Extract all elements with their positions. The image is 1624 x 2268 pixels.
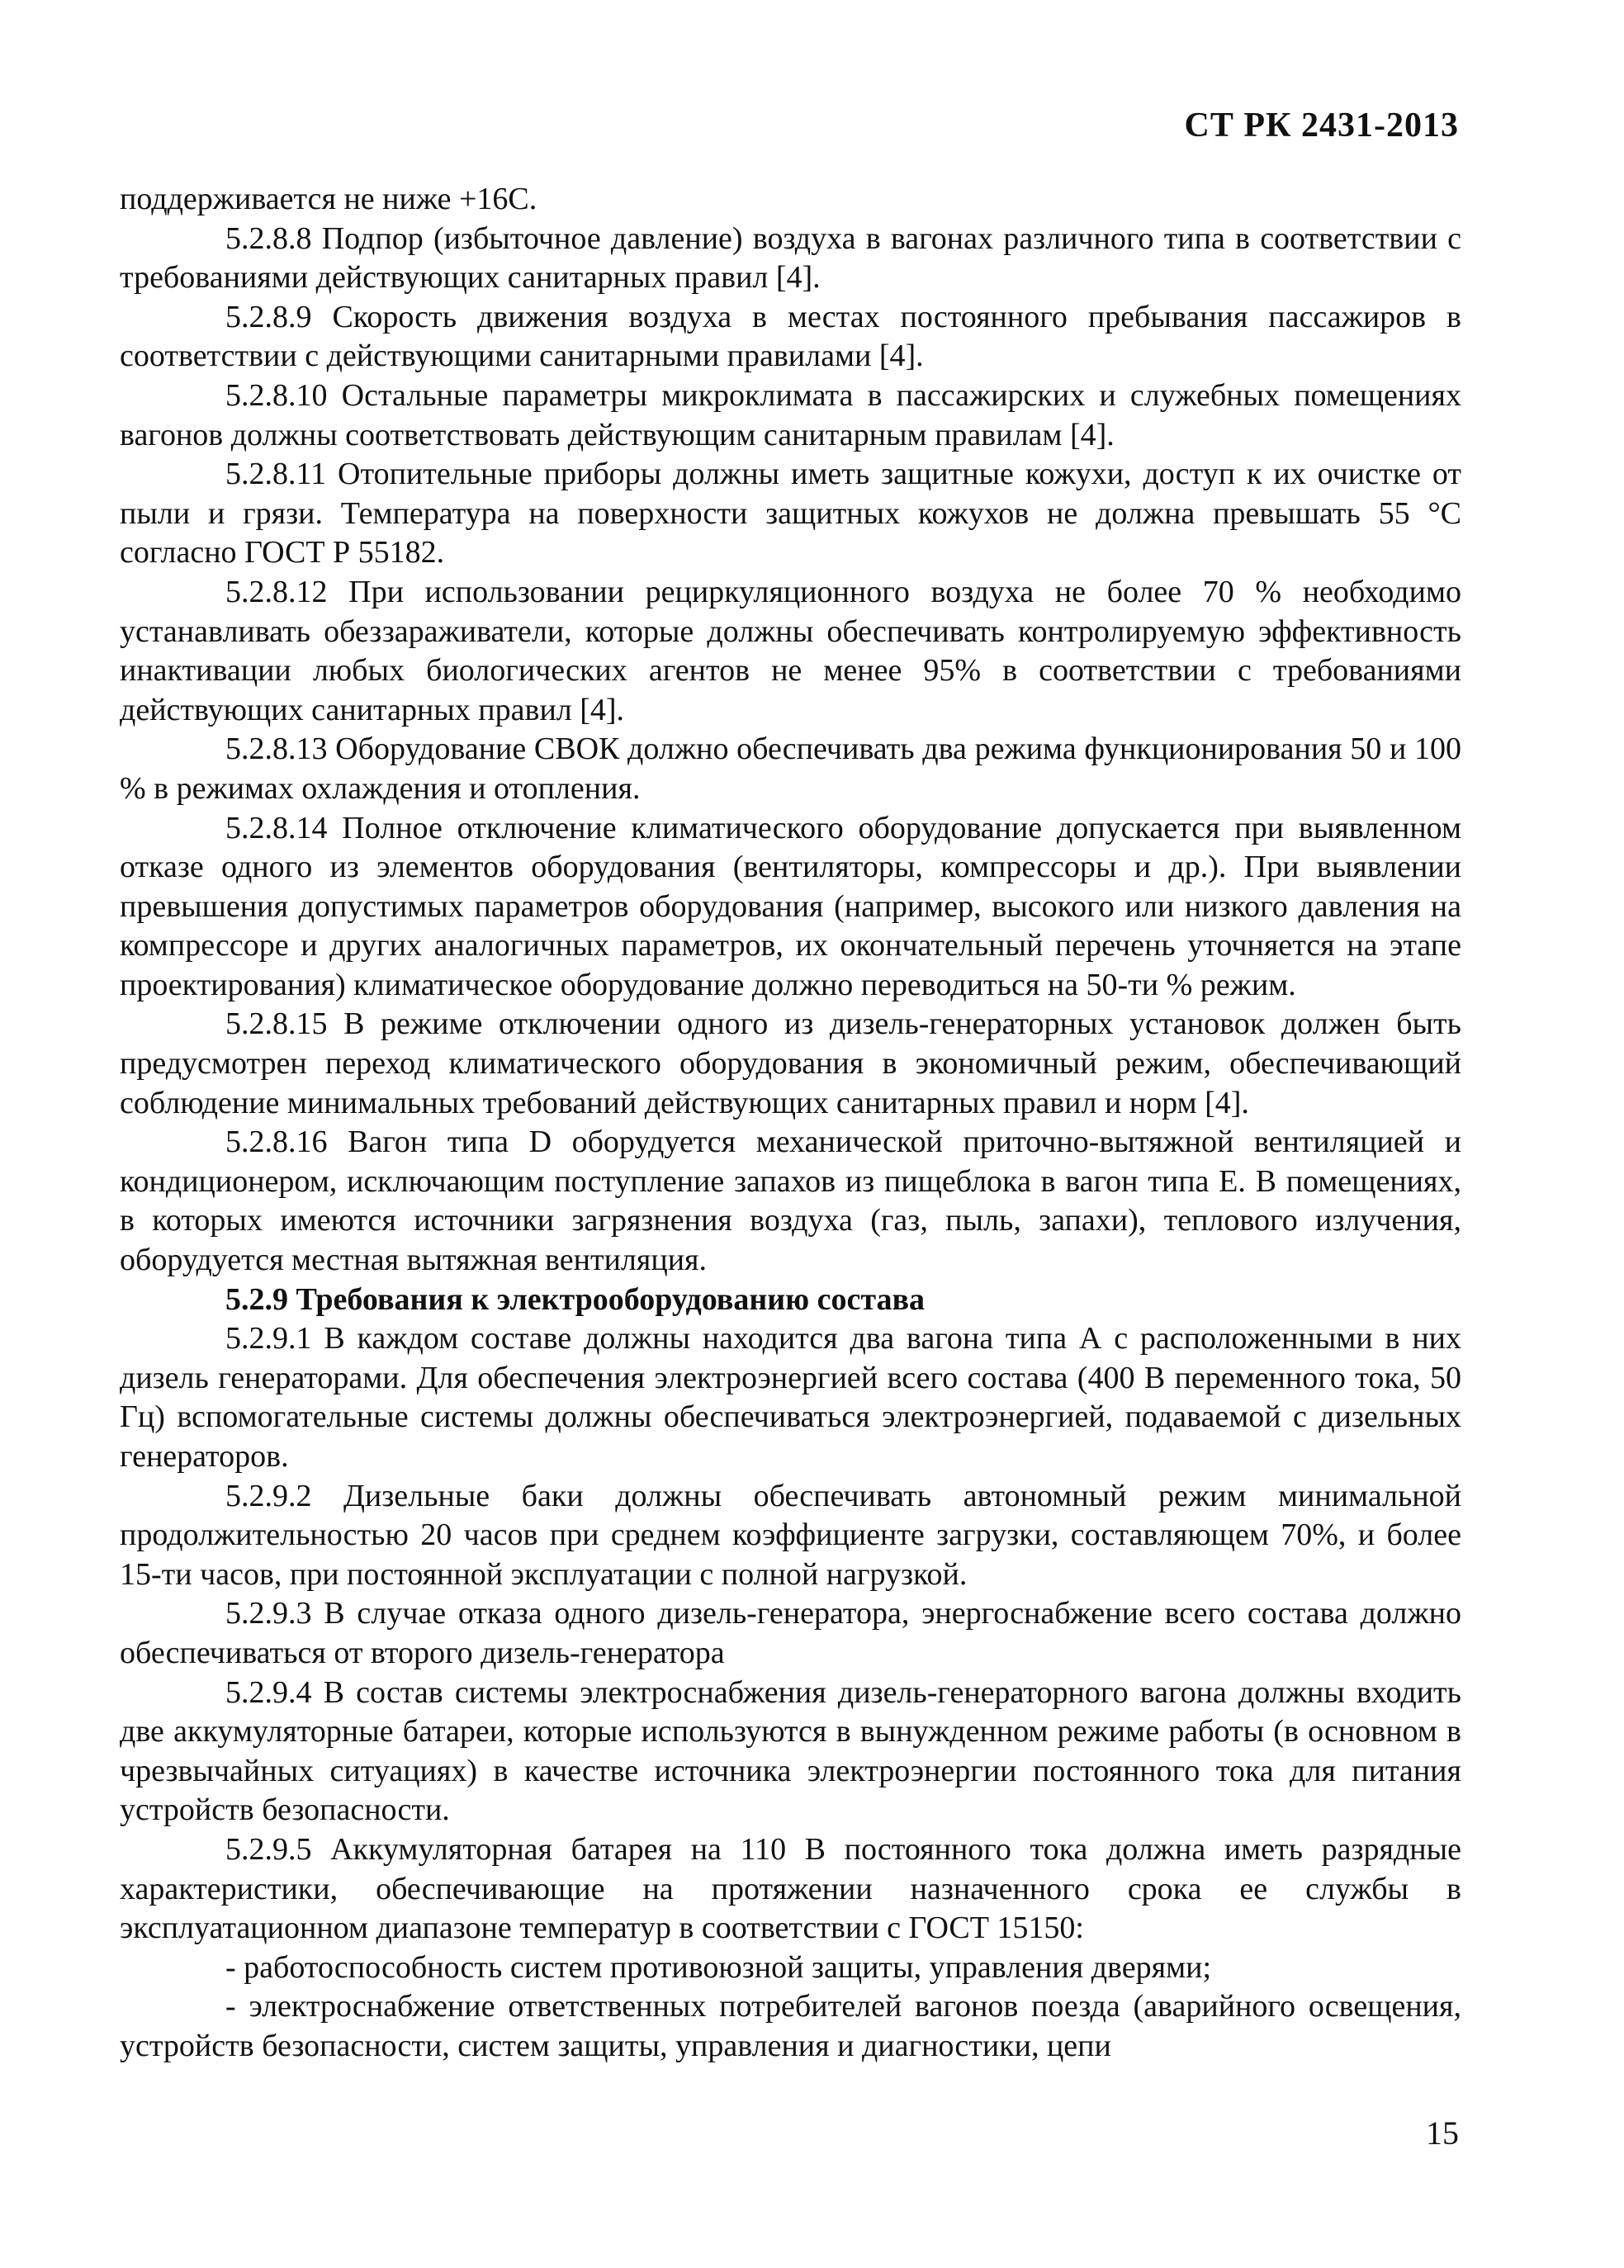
document-code-header: СТ РК 2431-2013	[1184, 107, 1459, 144]
paragraph-continuation: поддерживается не ниже +16С.	[120, 182, 537, 216]
paragraph-5-2-8-16: 5.2.8.16 Вагон типа D оборудуется механической приточно-вытяжной вентиляцией и кондиционером, исключающим поступление запахов из пищеблока в вагон типа Е. В помещениях, в которых имеются источники загрязнения воздуха (газ, пыль, запахи), теплового излучения, оборудуется местная вытяжная вентиляция.	[120, 1125, 1461, 1278]
paragraph-5-2-8-8: 5.2.8.8 Подпор (избыточное давление) воздуха в вагонах различного типа в соответствии с требованиями действующих санитарных правил [4].	[120, 220, 1461, 296]
paragraph-5-2-9-4: 5.2.9.4 В состав системы электроснабжения дизель-генераторного вагона должны входить две аккумуляторные батареи, которые используются в вынужденном режиме работы (в основном в чрезвычайных ситуациях) в качестве источника электроэнергии постоянного тока для питания устройств безопасности.	[120, 1674, 1461, 1828]
paragraph-5-2-8-10: 5.2.8.10 Остальные параметры микроклимата в пассажирских и служебных помещениях вагонов должны соответствовать действующим санитарным правилам [4].	[120, 377, 1461, 452]
paragraph-5-2-8-14: 5.2.8.14 Полное отключение климатического оборудование допускается при выявленном отказе одного из элементов оборудования (вентиляторы, компрессоры и др.). При выявлении превышения допустимых параметров оборудования (например, высокого или низкого давления на компрессоре и других аналогичных параметров, их окончательный перечень уточняется на этапе проектирования) климатическое оборудование должно переводиться на 50-ти % режим.	[120, 810, 1461, 1002]
paragraph-5-2-8-9: 5.2.8.9 Скорость движения воздуха в местах постоянного пребывания пассажиров в соответствии с действующими санитарными правилами [4].	[120, 299, 1461, 374]
section-heading-5-2-9: 5.2.9 Требования к электрооборудованию состава	[225, 1281, 926, 1317]
paragraph-5-2-8-15: 5.2.8.15 В режиме отключении одного из дизель-генераторных установок должен быть предусмотрен переход климатического оборудования в экономичный режим, обеспечивающий соблюдение минимальных требований действующих санитарных правил и норм [4].	[120, 1006, 1461, 1120]
page-number: 15	[1426, 2114, 1459, 2152]
list-item: - электроснабжение ответственных потребителей вагонов поезда (аварийного освещения, устройств безопасности, систем защиты, управления и диагностики, цепи	[120, 1989, 1461, 2063]
paragraph-5-2-9-5: 5.2.9.5 Аккумуляторная батарея на 110 В постоянного тока должна иметь разрядные характеристики, обеспечивающие на протяжении назначенного срока ее службы в эксплуатационном диапазоне температур в соответствии с ГОСТ 15150:	[120, 1831, 1461, 1946]
paragraph-5-2-9-2: 5.2.9.2 Дизельные баки должны обеспечивать автономный режим минимальной продолжительностью 20 часов при среднем коэффициенте загрузки, составляющем 70%, и более 15-ти часов, при постоянной эксплуатации с полной нагрузкой.	[120, 1478, 1461, 1592]
list-item: - работоспособность систем противоюзной защиты, управления дверями;	[225, 1949, 1212, 1985]
document-body	[120, 180, 1461, 2067]
paragraph-5-2-9-3: 5.2.9.3 В случае отказа одного дизель-генератора, энергоснабжение всего состава должно обеспечиваться от второго дизель-генератора	[120, 1596, 1461, 1670]
paragraph-5-2-8-12: 5.2.8.12 При использовании рециркуляционного воздуха не более 70 % необходимо устанавливать обеззараживатели, которые должны обеспечивать контролируемую эффективность инактивации любых биологических агентов не менее 95% в соответствии с требованиями действующих санитарных правил [4].	[120, 574, 1461, 727]
paragraph-5-2-8-11: 5.2.8.11 Отопительные приборы должны иметь защитные кожухи, доступ к их очистке от пыли и грязи. Температура на поверхности защитных кожухов не должна превышать 55 °С согласно ГОСТ Р 55182.	[120, 457, 1461, 571]
paragraph-5-2-8-13: 5.2.8.13 Оборудование СВОК должно обеспечивать два режима функционирования 50 и 100 % в режимах охлаждения и отопления.	[120, 732, 1461, 806]
paragraph-5-2-9-1: 5.2.9.1 В каждом составе должны находится два вагона типа А с расположенными в них дизель генераторами. Для обеспечения электроэнергией всего состава (400 В переменного тока, 50 Гц) вспомогательные системы должны обеспечиваться электроэнергией, подаваемой с дизельных генераторов.	[120, 1321, 1461, 1474]
